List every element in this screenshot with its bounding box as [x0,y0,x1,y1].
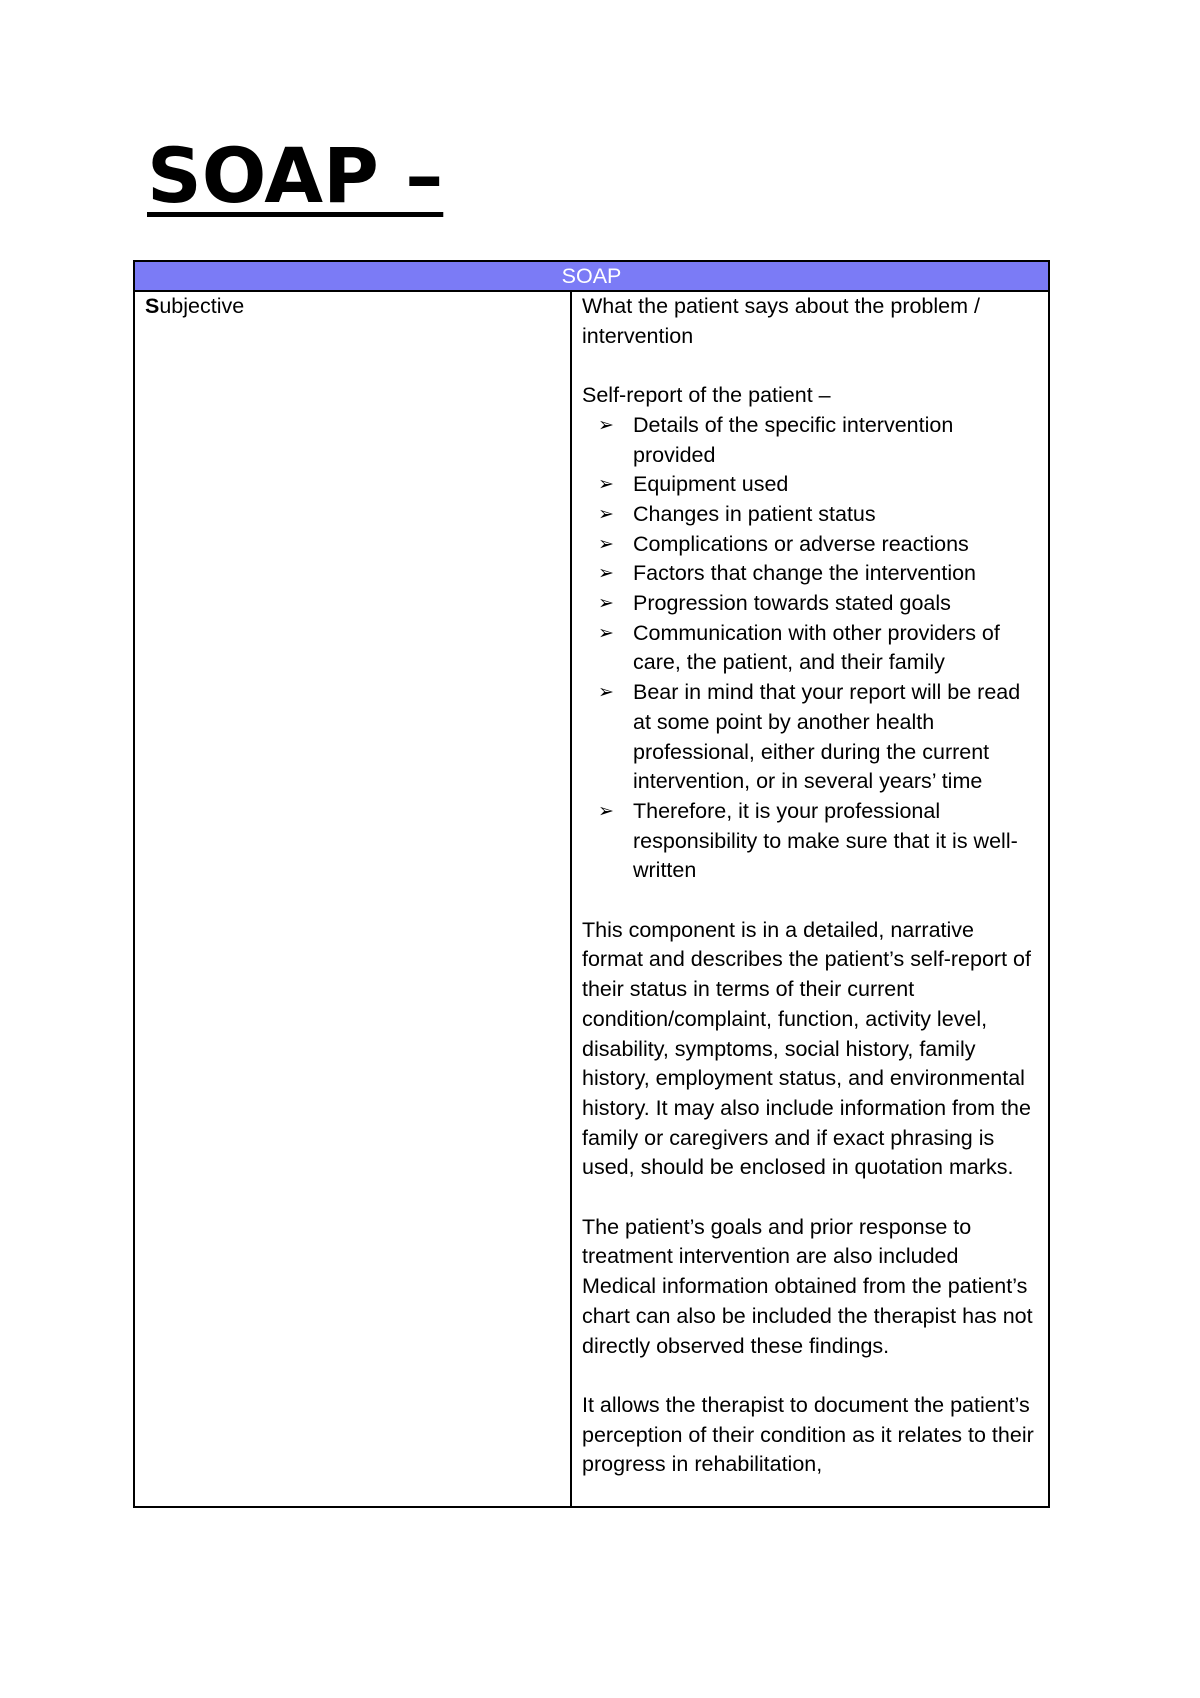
list-item: ➢ Therefore, it is your professional responsibility to make sure that it is well-written [598,798,1018,883]
list-item: ➢ Equipment used [582,470,1038,500]
arrow-bullet-icon: ➢ [598,563,614,585]
description-paragraph: This component is in a detailed, narrative format and describes the patient’s self-report of their status in terms of their current condition/complaint, function, activity level, disability, symptoms, social history, family history, employment status, and environmental history. It may also include information from the family or caregivers and if exact phrasing is used, should be enclosed in quotation marks. [582,917,1031,1180]
arrow-bullet-icon: ➢ [598,503,614,525]
list-item: ➢ Complications or adverse reactions [582,530,1038,560]
list-item: ➢ Bear in mind that your report will be read at some point by another health professional, either during the current intervention, or in several years’ time [598,680,1021,794]
list-item: ➢ Progression towards stated goals [582,589,1038,619]
list-item: ➢ Details of the specific intervention provided [598,412,954,467]
arrow-bullet-icon: ➢ [598,593,614,615]
document-title: SOAP – [147,131,444,220]
description-paragraph: It allows the therapist to document the patient’s perception of their condition as it relates to their progress in rehabilitation, [582,1392,1034,1477]
row-label-cell [134,291,571,1507]
table-row [134,291,1049,1507]
self-report-intro: Self-report of the patient – [582,383,831,408]
row-label-initial: S [145,294,160,318]
arrow-bullet-icon: ➢ [598,414,614,436]
arrow-bullet-icon: ➢ [598,682,614,704]
table-header-row [134,261,1049,291]
self-report-list [582,411,1038,886]
description-paragraph: The patient’s goals and prior response to treatment intervention are also included Medical information obtained from the patient’s chart can also be included the therapist has not directly observed these findings. [582,1214,1033,1358]
description-paragraph: What the patient says about the problem / intervention [582,294,980,348]
list-item: ➢ Changes in patient status [582,500,1038,530]
arrow-bullet-icon: ➢ [598,800,614,822]
arrow-bullet-icon: ➢ [598,474,614,496]
row-label-rest: ubjective [159,294,245,318]
table-header: SOAP [134,261,1049,291]
row-description-cell [571,291,1049,1507]
soap-table [133,260,1050,1508]
arrow-bullet-icon: ➢ [598,622,614,644]
list-item: ➢ Communication with other providers of care, the patient, and their family [598,620,1000,675]
list-item: ➢ Factors that change the intervention [582,559,1038,589]
arrow-bullet-icon: ➢ [598,533,614,555]
